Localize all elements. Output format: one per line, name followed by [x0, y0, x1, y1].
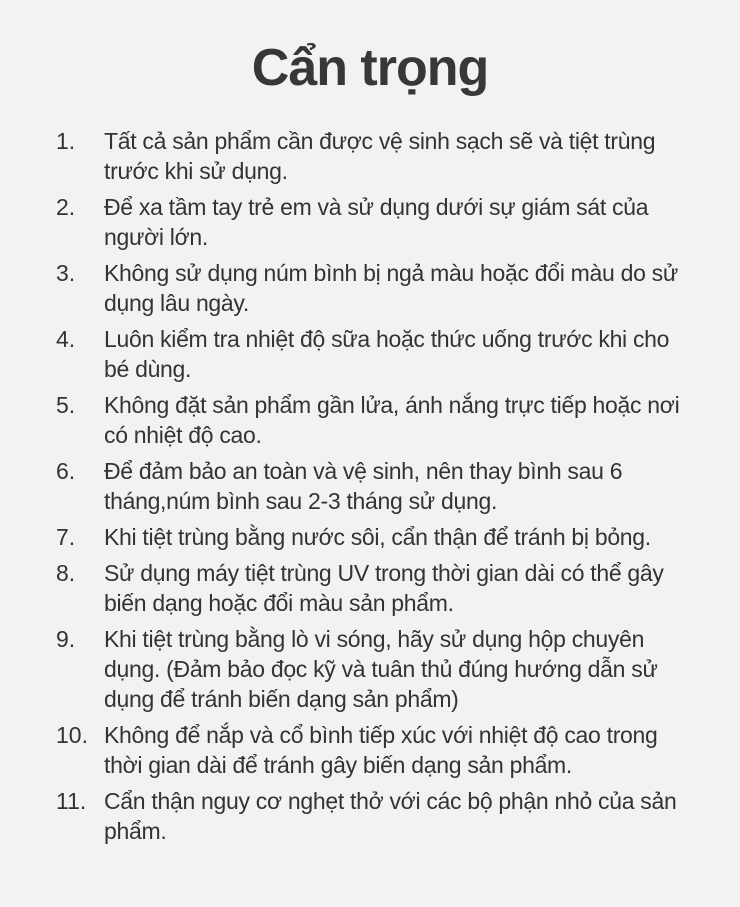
list-item — [56, 456, 684, 516]
item-text: Luôn kiểm tra nhiệt độ sữa hoặc thức uống trước khi cho bé dùng. — [104, 326, 670, 382]
item-number: 2. — [56, 194, 76, 220]
item-number: 8. — [56, 560, 76, 586]
list-item — [56, 720, 684, 780]
list-item — [56, 522, 684, 552]
item-number: 7. — [56, 524, 76, 550]
item-text: Không sử dụng núm bình bị ngả màu hoặc đổi màu do sử dụng lâu ngày. — [104, 260, 678, 316]
item-number: 3. — [56, 260, 76, 286]
item-text: Khi tiệt trùng bằng nước sôi, cẩn thận để tránh bị bỏng. — [104, 524, 651, 550]
list-item — [56, 390, 684, 450]
list-item — [56, 324, 684, 384]
item-text: Không để nắp và cổ bình tiếp xúc với nhiệt độ cao trong thời gian dài để tránh gây biến dạng sản phẩm. — [104, 722, 658, 778]
item-number: 4. — [56, 326, 76, 352]
item-number: 10. — [56, 722, 88, 748]
list-item — [56, 126, 684, 186]
item-text: Cẩn thận nguy cơ nghẹt thở với các bộ phận nhỏ của sản phẩm. — [104, 788, 677, 844]
item-number: 5. — [56, 392, 76, 418]
item-number: 1. — [56, 128, 76, 154]
list-item — [56, 786, 684, 846]
page-title: Cẩn trọng — [251, 39, 489, 97]
item-text: Tất cả sản phẩm cần được vệ sinh sạch sẽ và tiệt trùng trước khi sử dụng. — [104, 128, 656, 184]
item-text: Sử dụng máy tiệt trùng UV trong thời gian dài có thể gây biến dạng hoặc đổi màu sản phẩm. — [104, 560, 664, 616]
item-text: Để xa tầm tay trẻ em và sử dụng dưới sự giám sát của người lớn. — [104, 194, 649, 250]
item-number: 11. — [56, 788, 87, 814]
item-text: Không đặt sản phẩm gần lửa, ánh nắng trực tiếp hoặc nơi có nhiệt độ cao. — [104, 392, 680, 448]
item-text: Khi tiệt trùng bằng lò vi sóng, hãy sử dụng hộp chuyên dụng. (Đảm bảo đọc kỹ và tuân thủ đúng hướng dẫn sử dụng để tránh biến dạng sản phẩm) — [104, 626, 658, 712]
list-item — [56, 258, 684, 318]
item-number: 6. — [56, 458, 76, 484]
list-item — [56, 624, 684, 714]
list-item — [56, 558, 684, 618]
list-item — [56, 192, 684, 252]
caution-list — [56, 126, 684, 846]
item-text: Để đảm bảo an toàn và vệ sinh, nên thay bình sau 6 tháng,núm bình sau 2-3 tháng sử dụng. — [104, 458, 623, 514]
item-number: 9. — [56, 626, 76, 652]
